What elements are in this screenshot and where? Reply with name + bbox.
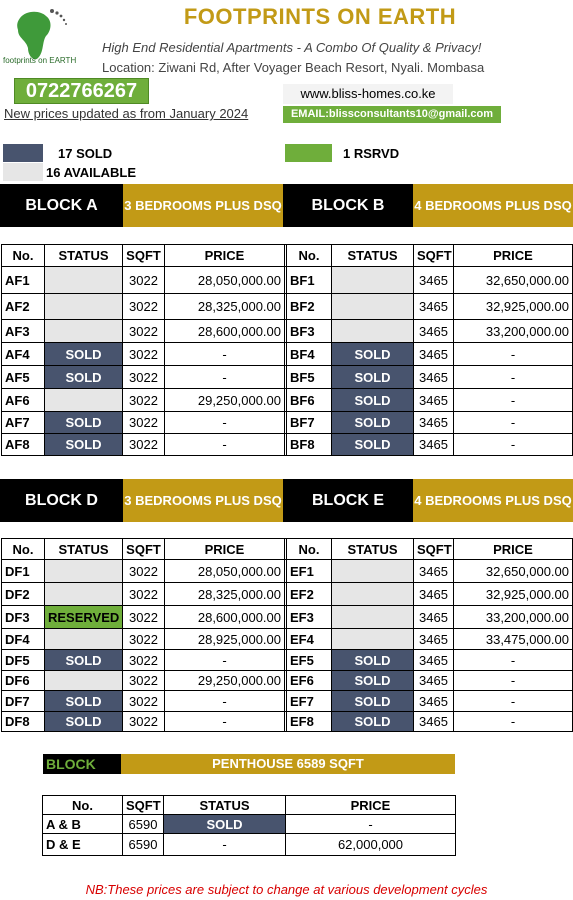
unit-sqft: 3022 xyxy=(123,267,165,294)
unit-sqft: 3022 xyxy=(123,412,165,434)
unit-status: SOLD xyxy=(332,366,414,389)
unit-status xyxy=(332,294,414,320)
col-status: STATUS xyxy=(45,245,123,267)
unit-sqft: 3022 xyxy=(123,671,165,691)
unit-status xyxy=(332,606,414,629)
unit-status xyxy=(332,560,414,583)
col-no: No. xyxy=(287,539,332,560)
table-row xyxy=(2,389,573,412)
unit-price: 28,050,000.00 xyxy=(165,267,285,294)
units-table-d-e xyxy=(1,538,573,732)
unit-price: - xyxy=(454,389,573,412)
unit-sqft: 3022 xyxy=(123,434,165,456)
unit-price: - xyxy=(454,712,573,732)
unit-status xyxy=(45,560,123,583)
col-no: No. xyxy=(2,245,45,267)
unit-price: - xyxy=(454,650,573,671)
unit-price: 32,650,000.00 xyxy=(454,267,573,294)
col-status: STATUS xyxy=(332,245,414,267)
reserved-count: 1 RSRVD xyxy=(343,146,400,161)
unit-sqft: 3022 xyxy=(123,606,165,629)
col-sqft: SQFT xyxy=(123,796,164,815)
col-price: PRICE xyxy=(454,245,573,267)
footer-note: NB:These prices are subject to change at various development cycles xyxy=(85,882,488,897)
unit-sqft: 3465 xyxy=(414,712,454,732)
block-b-type: 4 BEDROOMS PLUS DSQ xyxy=(413,184,573,227)
unit-price: - xyxy=(165,343,285,366)
penthouse-sqft: 6590 xyxy=(123,815,164,834)
unit-price: 32,925,000.00 xyxy=(454,294,573,320)
website-link[interactable]: www.bliss-homes.co.ke xyxy=(283,84,453,104)
unit-sqft: 3465 xyxy=(414,650,454,671)
table-row xyxy=(2,343,573,366)
unit-status: SOLD xyxy=(332,691,414,712)
unit-number: DF4 xyxy=(2,629,45,650)
penthouse-status: SOLD xyxy=(164,815,286,834)
unit-status: SOLD xyxy=(332,671,414,691)
unit-status: SOLD xyxy=(332,389,414,412)
col-status: STATUS xyxy=(332,539,414,560)
location-text: Location: Ziwani Rd, After Voyager Beach Resort, Nyali. Mombasa xyxy=(102,60,485,75)
unit-status: RESERVED xyxy=(45,606,123,629)
unit-status xyxy=(45,267,123,294)
unit-number: AF3 xyxy=(2,320,45,343)
unit-price: - xyxy=(165,412,285,434)
unit-number: EF7 xyxy=(287,691,332,712)
penthouse-block: D & E xyxy=(43,834,123,856)
unit-number: DF1 xyxy=(2,560,45,583)
col-sqft: SQFT xyxy=(414,539,454,560)
unit-status xyxy=(332,629,414,650)
penthouse-price: - xyxy=(286,815,456,834)
phone-number[interactable]: 0722766267 xyxy=(14,78,149,104)
unit-sqft: 3022 xyxy=(123,560,165,583)
unit-number: BF2 xyxy=(287,294,332,320)
unit-number: BF7 xyxy=(287,412,332,434)
unit-number: AF5 xyxy=(2,366,45,389)
col-price: PRICE xyxy=(286,796,456,815)
unit-price: - xyxy=(165,434,285,456)
col-price: PRICE xyxy=(165,245,285,267)
unit-number: EF3 xyxy=(287,606,332,629)
unit-number: BF4 xyxy=(287,343,332,366)
units-table-a-b xyxy=(1,244,573,456)
unit-number: AF8 xyxy=(2,434,45,456)
unit-number: BF8 xyxy=(287,434,332,456)
unit-price: - xyxy=(454,691,573,712)
block-a-type: 3 BEDROOMS PLUS DSQ xyxy=(123,184,283,227)
col-no: No. xyxy=(2,539,45,560)
unit-status xyxy=(45,294,123,320)
penthouse-block: A & B xyxy=(43,815,123,834)
block-b-header: BLOCK B xyxy=(283,184,413,227)
unit-price: - xyxy=(165,691,285,712)
unit-price: 33,475,000.00 xyxy=(454,629,573,650)
unit-number: EF4 xyxy=(287,629,332,650)
sold-count: 17 SOLD xyxy=(58,146,113,161)
unit-sqft: 3022 xyxy=(123,366,165,389)
unit-status: SOLD xyxy=(45,366,123,389)
unit-number: EF2 xyxy=(287,583,332,606)
table-row xyxy=(2,434,573,456)
unit-price: 33,200,000.00 xyxy=(454,606,573,629)
unit-status xyxy=(45,671,123,691)
unit-status xyxy=(332,583,414,606)
table-row xyxy=(43,815,456,834)
unit-price: 28,600,000.00 xyxy=(165,320,285,343)
unit-sqft: 3465 xyxy=(414,434,454,456)
unit-number: AF2 xyxy=(2,294,45,320)
table-row xyxy=(2,412,573,434)
unit-price: - xyxy=(454,343,573,366)
table-row xyxy=(2,691,573,712)
unit-sqft: 3465 xyxy=(414,389,454,412)
available-count: 16 AVAILABLE xyxy=(46,165,137,180)
unit-status xyxy=(332,267,414,294)
table-row xyxy=(2,294,573,320)
block-e-header: BLOCK E xyxy=(283,479,413,522)
unit-status: SOLD xyxy=(332,412,414,434)
unit-price: - xyxy=(454,671,573,691)
tagline: High End Residential Apartments - A Combo Of Quality & Privacy! xyxy=(102,40,482,55)
unit-number: AF1 xyxy=(2,267,45,294)
col-price: PRICE xyxy=(165,539,285,560)
unit-status xyxy=(332,320,414,343)
table-row xyxy=(2,712,573,732)
unit-sqft: 3465 xyxy=(414,629,454,650)
unit-number: EF5 xyxy=(287,650,332,671)
unit-price: 29,250,000.00 xyxy=(165,671,285,691)
unit-number: DF2 xyxy=(2,583,45,606)
unit-sqft: 3465 xyxy=(414,320,454,343)
unit-status: SOLD xyxy=(45,343,123,366)
unit-sqft: 3022 xyxy=(123,583,165,606)
unit-number: EF6 xyxy=(287,671,332,691)
unit-price: 28,050,000.00 xyxy=(165,560,285,583)
col-no: No. xyxy=(43,796,123,815)
penthouse-block-label: BLOCK xyxy=(43,754,124,774)
unit-status: SOLD xyxy=(332,434,414,456)
penthouse-status: - xyxy=(164,834,286,856)
unit-number: EF1 xyxy=(287,560,332,583)
unit-status: SOLD xyxy=(45,712,123,732)
unit-number: BF3 xyxy=(287,320,332,343)
unit-sqft: 3022 xyxy=(123,294,165,320)
col-sqft: SQFT xyxy=(414,245,454,267)
table-row xyxy=(2,606,573,629)
unit-sqft: 3022 xyxy=(123,343,165,366)
table-row xyxy=(2,583,573,606)
unit-sqft: 3022 xyxy=(123,389,165,412)
unit-number: BF1 xyxy=(287,267,332,294)
table-row xyxy=(2,320,573,343)
unit-price: - xyxy=(454,412,573,434)
unit-number: DF3 xyxy=(2,606,45,629)
unit-price: - xyxy=(454,434,573,456)
col-status: STATUS xyxy=(164,796,286,815)
unit-sqft: 3022 xyxy=(123,712,165,732)
block-d-type: 3 BEDROOMS PLUS DSQ xyxy=(123,479,283,522)
unit-sqft: 3465 xyxy=(414,267,454,294)
unit-sqft: 3022 xyxy=(123,650,165,671)
unit-number: AF7 xyxy=(2,412,45,434)
unit-status: SOLD xyxy=(45,691,123,712)
unit-sqft: 3465 xyxy=(414,583,454,606)
unit-status: SOLD xyxy=(45,412,123,434)
unit-number: AF6 xyxy=(2,389,45,412)
unit-number: BF6 xyxy=(287,389,332,412)
unit-sqft: 3465 xyxy=(414,691,454,712)
page-title: FOOTPRINTS ON EARTH xyxy=(183,4,457,29)
table-row xyxy=(2,650,573,671)
penthouse-table xyxy=(42,795,456,856)
unit-sqft: 3022 xyxy=(123,629,165,650)
unit-number: DF7 xyxy=(2,691,45,712)
unit-price: - xyxy=(165,712,285,732)
email-link[interactable]: EMAIL:blissconsultants10@gmail.com xyxy=(283,106,501,123)
unit-price: 28,325,000.00 xyxy=(165,294,285,320)
unit-status: SOLD xyxy=(332,650,414,671)
unit-number: BF5 xyxy=(287,366,332,389)
table-row xyxy=(2,560,573,583)
unit-price: 28,600,000.00 xyxy=(165,606,285,629)
unit-sqft: 3465 xyxy=(414,366,454,389)
penthouse-title: PENTHOUSE 6589 SQFT xyxy=(121,754,455,774)
col-price: PRICE xyxy=(454,539,573,560)
table-row xyxy=(2,267,573,294)
unit-status: SOLD xyxy=(332,343,414,366)
unit-status xyxy=(45,389,123,412)
unit-sqft: 3465 xyxy=(414,343,454,366)
col-sqft: SQFT xyxy=(123,245,165,267)
unit-sqft: 3465 xyxy=(414,294,454,320)
unit-number: DF5 xyxy=(2,650,45,671)
unit-sqft: 3465 xyxy=(414,560,454,583)
unit-status: SOLD xyxy=(332,712,414,732)
unit-price: 32,925,000.00 xyxy=(454,583,573,606)
unit-number: AF4 xyxy=(2,343,45,366)
unit-price: 33,200,000.00 xyxy=(454,320,573,343)
unit-sqft: 3022 xyxy=(123,691,165,712)
block-a-header: BLOCK A xyxy=(0,184,123,227)
table-row xyxy=(43,834,456,856)
logo-text: footprints on EARTH xyxy=(3,56,77,65)
unit-price: - xyxy=(454,366,573,389)
unit-number: DF8 xyxy=(2,712,45,732)
block-d-header: BLOCK D xyxy=(0,479,123,522)
unit-status xyxy=(45,583,123,606)
penthouse-sqft: 6590 xyxy=(123,834,164,856)
unit-status: SOLD xyxy=(45,650,123,671)
table-row xyxy=(2,629,573,650)
unit-price: 28,925,000.00 xyxy=(165,629,285,650)
unit-status: SOLD xyxy=(45,434,123,456)
block-e-type: 4 BEDROOMS PLUS DSQ xyxy=(413,479,573,522)
unit-price: 28,325,000.00 xyxy=(165,583,285,606)
unit-sqft: 3465 xyxy=(414,671,454,691)
unit-number: DF6 xyxy=(2,671,45,691)
table-row xyxy=(2,366,573,389)
updated-note: New prices updated as from January 2024 xyxy=(4,106,249,121)
col-status: STATUS xyxy=(45,539,123,560)
available-swatch xyxy=(3,163,43,181)
unit-status xyxy=(45,629,123,650)
unit-status xyxy=(45,320,123,343)
unit-price: - xyxy=(165,650,285,671)
unit-price: - xyxy=(165,366,285,389)
unit-sqft: 3465 xyxy=(414,412,454,434)
sold-swatch xyxy=(3,144,43,162)
col-sqft: SQFT xyxy=(123,539,165,560)
unit-sqft: 3465 xyxy=(414,606,454,629)
unit-price: 29,250,000.00 xyxy=(165,389,285,412)
table-row xyxy=(2,671,573,691)
reserved-swatch xyxy=(285,144,332,162)
col-no: No. xyxy=(287,245,332,267)
unit-price: 32,650,000.00 xyxy=(454,560,573,583)
unit-number: EF8 xyxy=(287,712,332,732)
unit-sqft: 3022 xyxy=(123,320,165,343)
penthouse-price: 62,000,000 xyxy=(286,834,456,856)
